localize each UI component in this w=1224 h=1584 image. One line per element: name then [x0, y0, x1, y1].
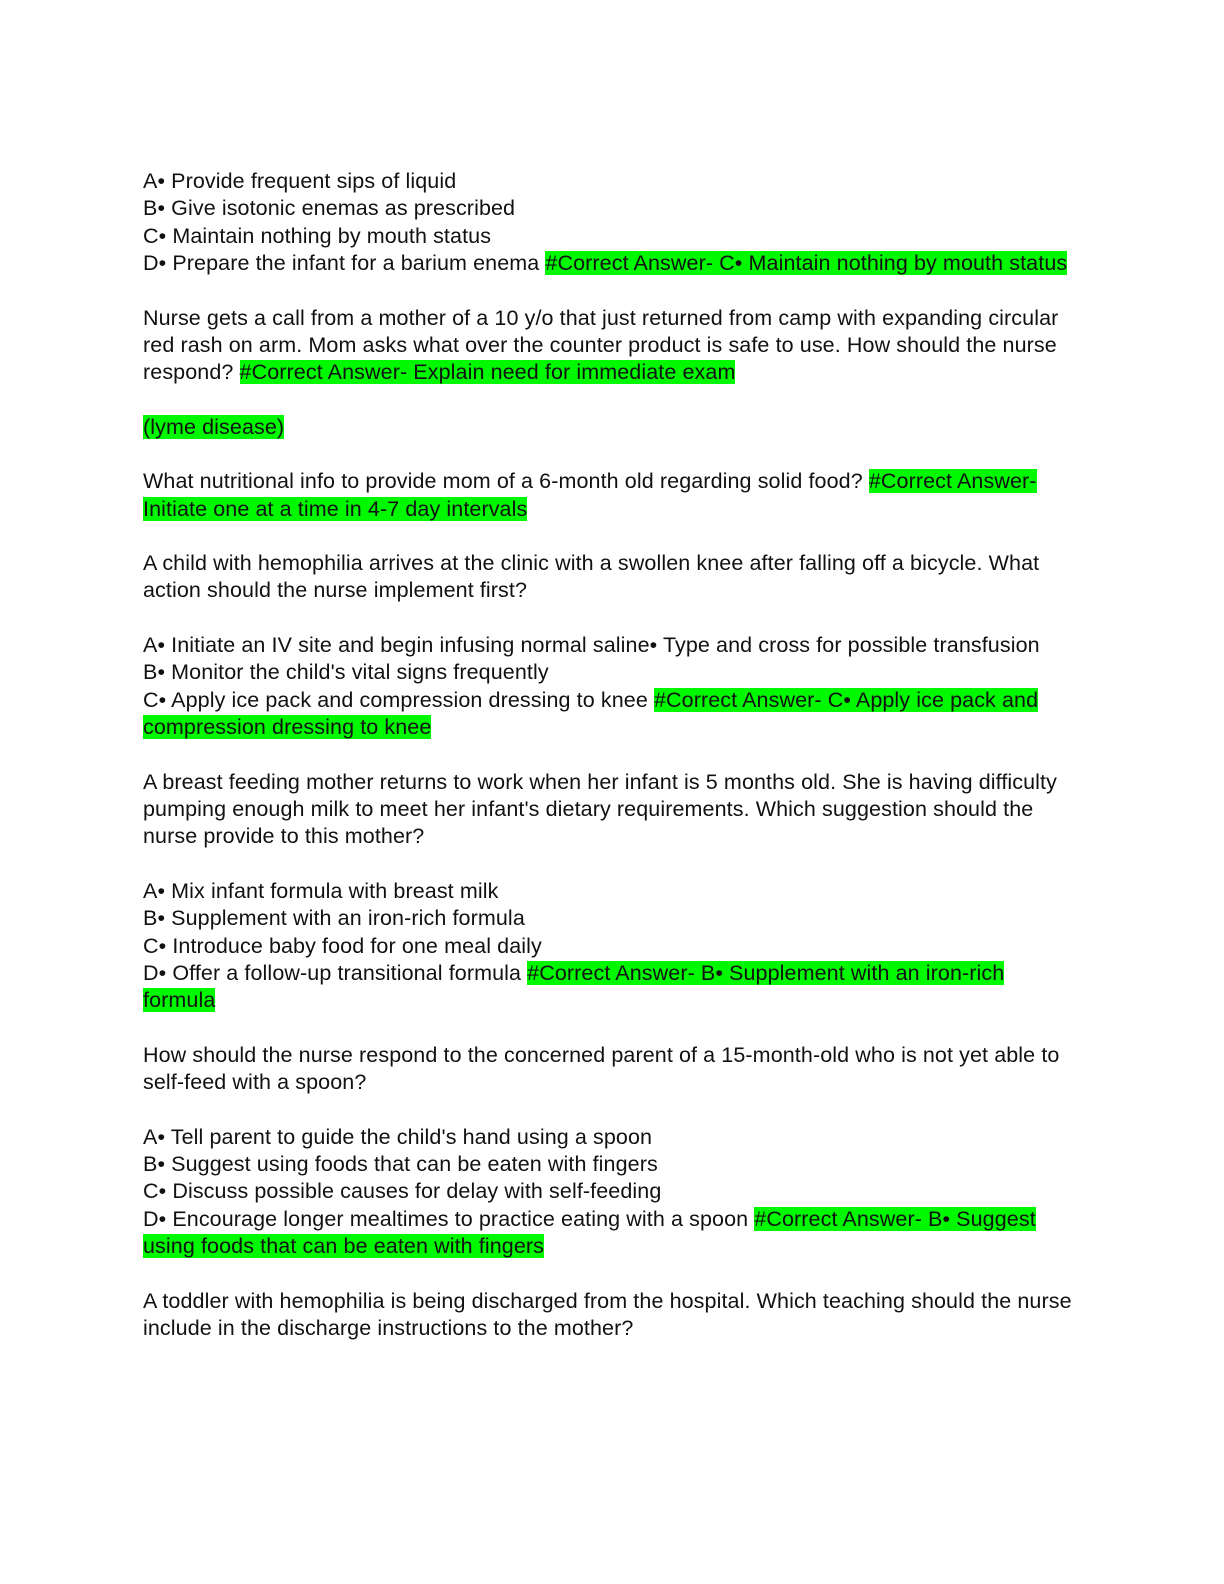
question-text: How should the nurse respond to the concerned parent of a 15-month-old who is not yet able to self-feed with a spoon? [143, 1042, 1060, 1095]
option-text: A• Mix infant formula with breast milk [143, 878, 499, 903]
option-line [143, 195, 1074, 222]
option-line [143, 687, 1074, 742]
question-text: A child with hemophilia arrives at the clinic with a swollen knee after falling off a bicycle. What action should the nurse implement first? [143, 551, 1040, 603]
option-line [143, 960, 1074, 1015]
question-text: A breast feeding mother returns to work when her infant is 5 months old. She is having difficulty pumping enough milk to meet her infant's dietary requirements. Which suggestion should the nurse provide to this mother? [143, 769, 1057, 849]
question-block [143, 550, 1074, 605]
option-line [143, 250, 1074, 277]
question-block [143, 878, 1074, 1015]
correct-answer-highlight: #Correct Answer- C• Maintain nothing by mouth status [545, 251, 1068, 276]
question-text: Nurse gets a call from a mother of a 10 y/o that just returned from camp with expanding circular red rash on arm. Mom asks what over the counter product is safe to use. How should the nurse respond? [143, 305, 1059, 385]
document-body [143, 168, 1074, 1342]
question-block [143, 632, 1074, 742]
option-text: C• Apply ice pack and compression dressing to knee [143, 687, 654, 712]
paragraph-spacer [143, 387, 1074, 414]
option-text: B• Monitor the child's vital signs frequently [143, 660, 549, 685]
question-block [143, 1288, 1074, 1343]
option-text: A• Tell parent to guide the child's hand using a spoon [143, 1124, 653, 1149]
option-text: A• Provide frequent sips of liquid [143, 169, 457, 193]
question-text-line [143, 468, 1074, 523]
option-line [143, 223, 1074, 250]
option-text: C• Discuss possible causes for delay with self-feeding [143, 1179, 662, 1204]
option-line [143, 659, 1074, 686]
option-line [143, 878, 1074, 905]
option-text: C• Introduce baby food for one meal daily [143, 933, 542, 958]
option-line [143, 933, 1074, 960]
question-text-line [143, 305, 1074, 387]
option-text: B• Suggest using foods that can be eaten with fingers [143, 1151, 658, 1176]
option-text: D• Offer a follow-up transitional formula [143, 960, 528, 985]
option-line [143, 905, 1074, 932]
correct-answer-highlight: #Correct Answer- B• Supplement with an iron-rich formula [143, 960, 1005, 1013]
option-text: A• Initiate an IV site and begin infusing normal saline• Type and cross for possible transfusion [143, 632, 1040, 657]
answer-continuation-block [143, 414, 1074, 441]
option-text: C• Maintain nothing by mouth status [143, 223, 492, 248]
option-text: D• Prepare the infant for a barium enema [143, 251, 546, 276]
option-line [143, 1124, 1074, 1151]
correct-answer-highlight: #Correct Answer- Initiate one at a time in 4-7 day intervals [143, 469, 1037, 521]
correct-answer-highlight: (lyme disease) [143, 414, 285, 439]
question-block [143, 1124, 1074, 1261]
option-line [143, 1206, 1074, 1261]
answer-line [143, 414, 1074, 441]
option-text: D• Encourage longer mealtimes to practice eating with a spoon [143, 1206, 755, 1231]
option-text: B• Give isotonic enemas as prescribed [143, 196, 516, 221]
option-line [143, 168, 1074, 195]
option-text: B• Supplement with an iron-rich formula [143, 906, 525, 931]
correct-answer-highlight: #Correct Answer- Explain need for immediate exam [239, 360, 736, 385]
question-block [143, 769, 1074, 851]
option-line [143, 632, 1074, 659]
option-line [143, 1178, 1074, 1205]
question-block [143, 168, 1074, 278]
correct-answer-highlight: #Correct Answer- C• Apply ice pack and compression dressing to knee [143, 687, 1039, 740]
question-block [143, 305, 1074, 387]
question-block [143, 468, 1074, 523]
correct-answer-highlight: #Correct Answer- B• Suggest using foods that can be eaten with fingers [143, 1206, 1036, 1259]
question-text: What nutritional info to provide mom of a 6-month old regarding solid food? [143, 469, 869, 494]
option-line [143, 1151, 1074, 1178]
question-block [143, 1042, 1074, 1097]
question-text: A toddler with hemophilia is being discharged from the hospital. Which teaching should the nurse include in the discharge instructions to the mother? [143, 1288, 1072, 1340]
